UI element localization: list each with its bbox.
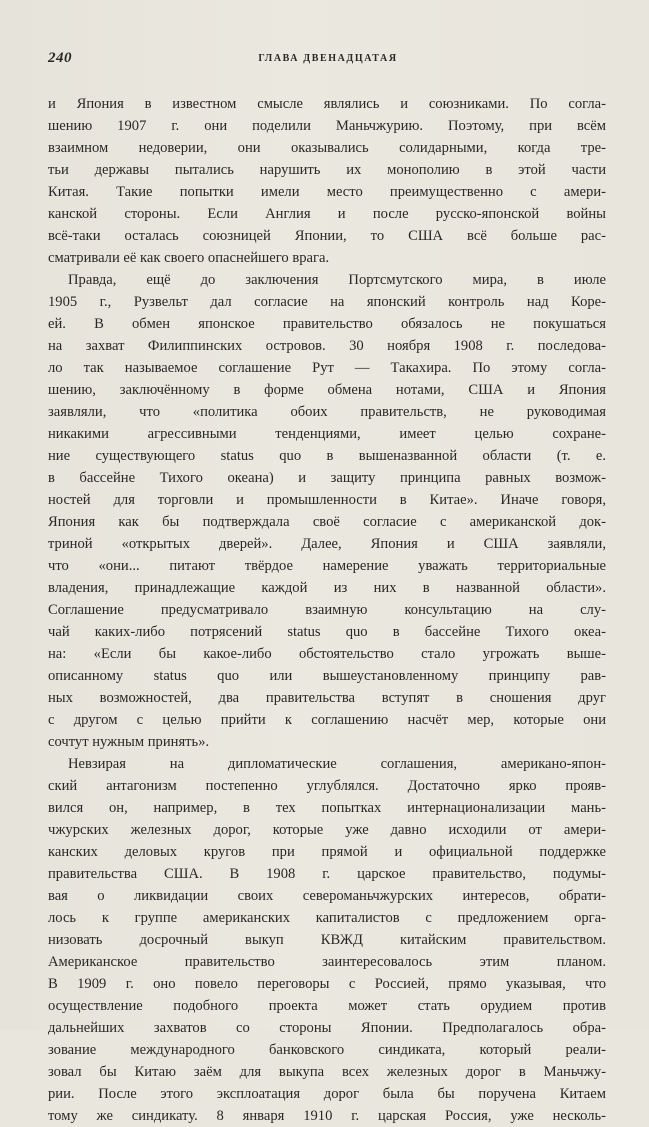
- text-line: правительства США. В 1908 г. царское правительство, подумы-: [48, 866, 606, 882]
- text-line: сочтут нужным принять».: [48, 734, 210, 750]
- page-header: [48, 50, 608, 70]
- text-line: тьи державы пытались нарушить их монополию в этой части: [48, 162, 606, 178]
- text-line: В 1909 г. оно повело переговоры с Россией, прямо указывая, что: [48, 976, 606, 992]
- text-line: 1905 г., Рузвельт дал согласие на японский контроль над Коре-: [48, 294, 606, 310]
- text-line: ский антагонизм постепенно углублялся. Достаточно ярко прояв-: [48, 778, 606, 794]
- text-line: ностей для торговли и промышленности в Китае». Иначе говоря,: [48, 492, 606, 508]
- text-line: шению 1907 г. они поделили Маньчжурию. Поэтому, при всём: [48, 118, 606, 134]
- text-line: что «они... питают твёрдое намерение уважать территориальные: [48, 558, 606, 574]
- text-line: на захват Филиппинских островов. 30 ноября 1908 г. последова-: [48, 338, 606, 354]
- text-line: канских деловых кругов при прямой и официальной поддержке: [48, 844, 606, 860]
- text-line: с другом с целью прийти к соглашению насчёт мер, которые они: [48, 712, 606, 728]
- page-number: 240: [48, 50, 72, 66]
- text-line: Япония как бы подтверждала своё согласие с американской док-: [48, 514, 606, 530]
- body-text: [48, 93, 606, 1127]
- text-line: чай каких-либо потрясений status quo в бассейне Тихого океа-: [48, 624, 606, 640]
- text-line: ло так называемое соглашение Рут — Такахира. По этому согла-: [48, 360, 606, 376]
- text-line: на: «Если бы какое-либо обстоятельство стало угрожать выше-: [48, 646, 606, 662]
- text-line: рии. После этого эксплоатация дорог была бы поручена Китаем: [48, 1086, 606, 1102]
- text-line: заявляли, что «политика обоих правительств, не руководимая: [48, 404, 606, 420]
- text-line: зование международного банковского синдиката, который реали-: [48, 1042, 606, 1058]
- text-line: всё-таки осталась союзницей Японии, то США всё больше рас-: [48, 228, 606, 244]
- text-line: Соглашение предусматривало взаимную консультацию на слу-: [48, 602, 606, 618]
- text-line: тому же синдикату. 8 января 1910 г. царская Россия, уже несколь-: [48, 1108, 606, 1124]
- text-line: владения, принадлежащие каждой из них в названной области».: [48, 580, 606, 596]
- text-line: ных возможностей, два правительства вступят в сношения друг: [48, 690, 606, 706]
- paragraph-start-line: Правда, ещё до заключения Портсмутского мира, в июле: [68, 272, 606, 288]
- paragraph-start-line: Невзирая на дипломатические соглашения, американо-япон-: [68, 756, 606, 772]
- text-line: ние существующего status quo в вышеназванной области (т. е.: [48, 448, 606, 464]
- text-line: дальнейших захватов со стороны Японии. Предполагалось обра-: [48, 1020, 606, 1036]
- text-line: в бассейне Тихого океана) и защиту принципа равных возмож-: [48, 470, 606, 486]
- text-line: осуществление подобного проекта может стать орудием против: [48, 998, 606, 1014]
- text-line: канской стороны. Если Англия и после русско-японской войны: [48, 206, 606, 222]
- text-line: низовать досрочный выкуп КВЖД китайским правительством.: [48, 932, 606, 948]
- text-line: и Япония в известном смысле являлись и союзниками. По согла-: [48, 96, 606, 112]
- text-line: чжурских железных дорог, которые уже давно исходили от амери-: [48, 822, 606, 838]
- running-title: ГЛАВА ДВЕНАДЦАТАЯ: [258, 53, 398, 64]
- text-line: триной «открытых дверей». Далее, Япония и США заявляли,: [48, 536, 606, 552]
- text-line: никакими агрессивными тенденциями, имеет целью сохране-: [48, 426, 606, 442]
- text-line: ей. В обмен японское правительство обязалось не покушаться: [48, 316, 606, 332]
- text-line: взаимном недоверии, они оказывались солидарными, когда тре-: [48, 140, 606, 156]
- text-line: лось к группе американских капиталистов с предложением орга-: [48, 910, 606, 926]
- text-line: Китая. Такие попытки имели место преимущественно с амери-: [48, 184, 606, 200]
- text-line: вился он, например, в тех попытках интернационализации мань-: [48, 800, 606, 816]
- text-line: сматривали её как своего опаснейшего врага.: [48, 250, 330, 266]
- text-line: зовал бы Китаю заём для выкупа всех железных дорог в Маньчжу-: [48, 1064, 606, 1080]
- text-line: вая о ликвидации своих североманьчжурских интересов, обрати-: [48, 888, 606, 904]
- text-line: описанному status quo или вышеустановленному принципу рав-: [48, 668, 606, 684]
- text-line: Американское правительство заинтересовалось этим планом.: [48, 954, 606, 970]
- text-line: шению, заключённому в форме обмена нотами, США и Япония: [48, 382, 606, 398]
